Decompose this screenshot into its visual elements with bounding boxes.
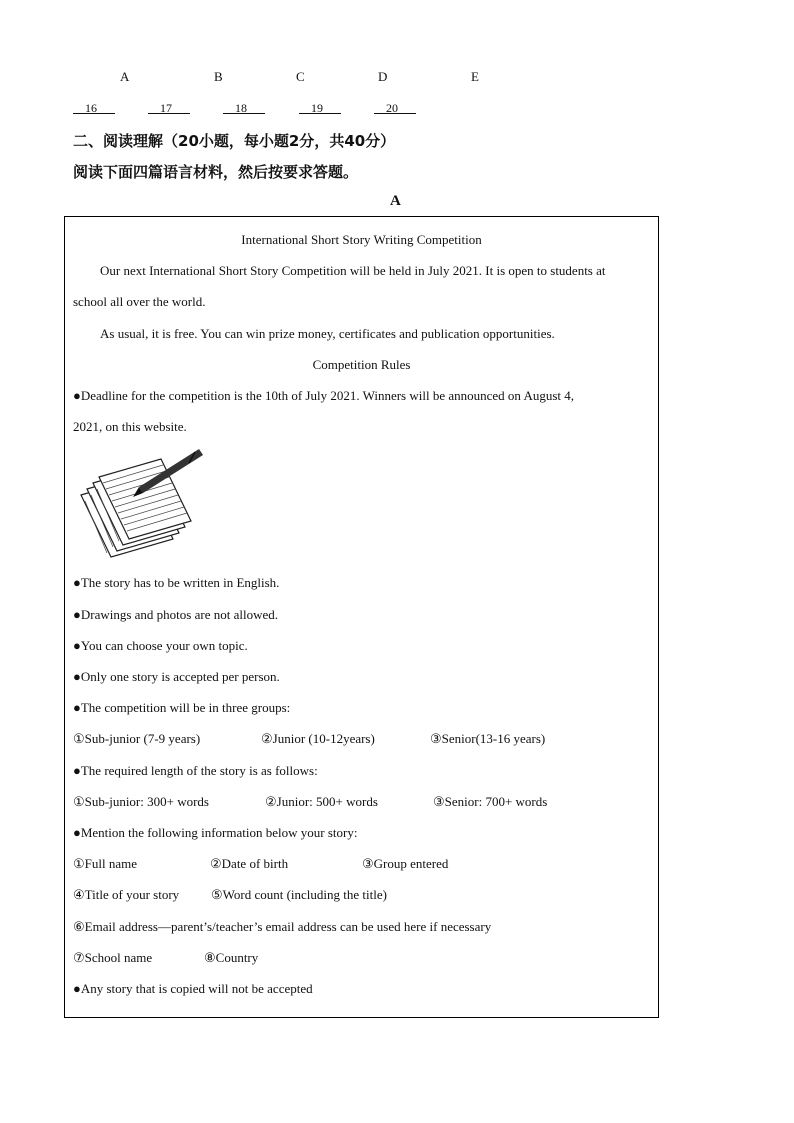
intro-line-3: As usual, it is free. You can win prize money, certificates and publication opportunities. (100, 326, 555, 341)
length-junior: ②Junior: 500+ words (265, 794, 378, 809)
intro-line-1: Our next International Short Story Competition will be held in July 2021. It is open to students at (100, 263, 606, 278)
answer-blank-20: 20 (386, 101, 398, 115)
option-letter-e: E (471, 69, 479, 84)
info-full-name: ①Full name (73, 856, 138, 871)
deadline-line-2: 2021, on this website. (73, 419, 187, 434)
rule-three-groups: ●The competition will be in three groups: (73, 700, 291, 715)
info-email: ⑥Email address—parent’s/teacher’s email address can be used here if necessary (73, 919, 492, 934)
section-instruction: 阅读下面四篇语言材料，然后按要求答题。 (73, 163, 359, 181)
rule-no-drawings: ●Drawings and photos are not allowed. (73, 607, 278, 622)
info-group-entered: ③Group entered (362, 856, 449, 871)
info-school-name: ⑦School name (73, 950, 153, 965)
option-letter-a: A (120, 69, 130, 84)
answer-blank-16: 16 (85, 101, 97, 115)
answer-blank-17: 17 (160, 101, 172, 115)
option-letter-b: B (214, 69, 223, 84)
answer-blank-18: 18 (235, 101, 247, 115)
option-letter-d: D (378, 69, 388, 84)
passage-title: International Short Story Writing Competition (241, 232, 482, 247)
info-word-count: ⑤Word count (including the title) (211, 887, 387, 902)
section-title: 二、阅读理解（20小题，每小题2分，共40分） (73, 132, 396, 150)
intro-line-2: school all over the world. (73, 294, 206, 309)
group-sub-junior: ①Sub-junior (7-9 years) (73, 731, 201, 746)
rule-own-topic: ●You can choose your own topic. (73, 638, 248, 653)
group-senior: ③Senior(13-16 years) (430, 731, 546, 746)
rules-heading: Competition Rules (312, 357, 411, 372)
passage-label: A (390, 193, 401, 209)
info-title: ④Title of your story (73, 887, 180, 902)
option-letter-c: C (296, 69, 305, 84)
length-senior: ③Senior: 700+ words (433, 794, 548, 809)
length-rule: ●The required length of the story is as follows: (73, 763, 318, 778)
rule-english: ●The story has to be written in English. (73, 575, 280, 590)
passage-box (64, 216, 659, 1018)
papers-pen-illustration (77, 447, 217, 559)
rule-one-story: ●Only one story is accepted per person. (73, 669, 280, 684)
length-sub-junior: ①Sub-junior: 300+ words (73, 794, 209, 809)
answer-blank-19: 19 (311, 101, 323, 115)
rule-no-copying: ●Any story that is copied will not be accepted (73, 981, 313, 996)
group-junior: ②Junior (10-12years) (261, 731, 375, 746)
deadline-line-1: ●Deadline for the competition is the 10th of July 2021. Winners will be announced on August 4, (73, 388, 575, 403)
info-date-of-birth: ②Date of birth (210, 856, 289, 871)
info-rule: ●Mention the following information below your story: (73, 825, 358, 840)
info-country: ⑧Country (204, 950, 259, 965)
